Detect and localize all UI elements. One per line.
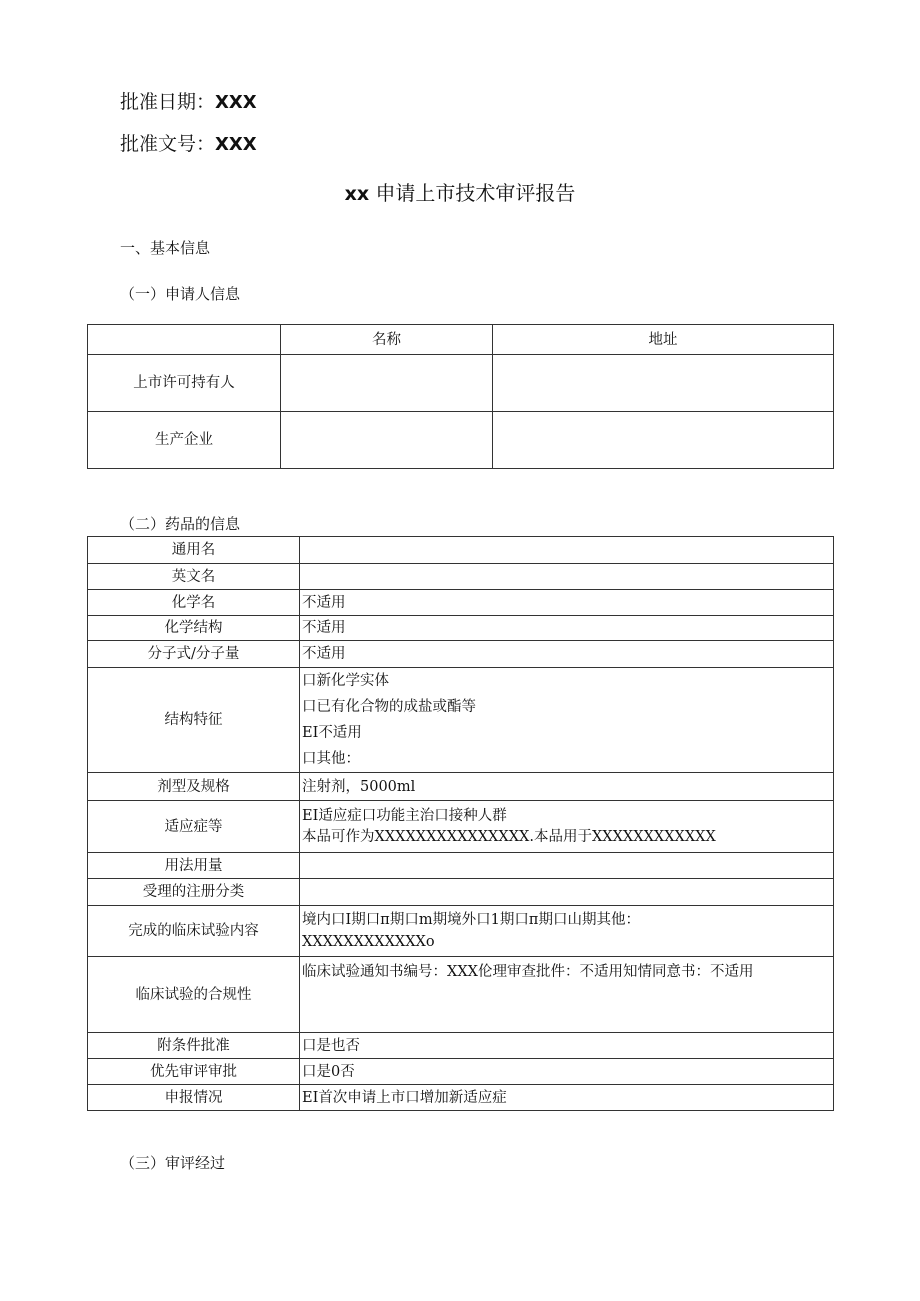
applicant-heading: （一）申请人信息 [120,285,241,303]
row-label-dosage-form: 剂型及规格 [88,773,300,801]
header-empty [88,325,281,355]
row-label-priority-review: 优先审评审批 [88,1059,300,1085]
table-row [88,773,834,801]
approval-number-label: 批准文号： [120,133,216,155]
row-label-chemical-structure: 化学结构 [88,616,300,641]
table-row [88,616,834,641]
row-label-clinical-trials: 完成的临床试验内容 [88,906,300,957]
drug-info-table [87,536,834,1111]
approval-number-value: XXX [215,134,257,155]
table-row [88,537,834,564]
structure-option-other: 口其他： [302,751,360,767]
drug-info-heading: （二）药品的信息 [120,515,241,533]
row-label-registration-class: 受理的注册分类 [88,879,300,906]
title-text: 申请上市技术审评报告 [375,181,576,205]
structure-option-new-entity: 口新化学实体 [302,673,389,689]
row-label-indications: 适应症等 [88,801,300,853]
holder-name-cell [281,355,493,412]
table-row [88,1033,834,1059]
row-label-manufacturer: 生产企业 [88,412,281,469]
header-address: 地址 [493,325,834,355]
document-title [0,180,920,207]
table-row [88,1059,834,1085]
table-row [88,853,834,879]
table-row [88,879,834,906]
row-value-generic-name [300,537,834,564]
row-label-conditional-approval: 附条件批准 [88,1033,300,1059]
row-label-structure-features: 结构特征 [88,668,300,773]
row-value-dosage-form: 注射剂，5000ml [300,773,834,801]
approval-date-label: 批准日期： [120,91,216,113]
indications-type: EI适应症口功能主治口接种人群 [302,807,507,824]
row-label-formula: 分子式/分子量 [88,641,300,668]
row-label-clinical-compliance: 临床试验的合规性 [88,957,300,1033]
holder-address-cell [493,355,834,412]
approval-date-value: XXX [215,92,257,113]
section-basic-info: 一、基本信息 [120,239,211,257]
row-value-priority-review: 口是0否 [300,1059,834,1085]
row-value-structure-features [300,668,834,773]
clinical-trial-other: XXXXXXXXXXXXo [302,934,435,950]
row-value-usage-dosage [300,853,834,879]
table-row [88,412,834,469]
row-label-english-name: 英文名 [88,564,300,590]
row-value-chemical-name: 不适用 [300,590,834,616]
row-value-registration-class [300,879,834,906]
structure-option-not-applicable: EI不适用 [302,725,362,741]
table-row [88,668,834,773]
applicant-table [87,324,834,469]
approval-number [120,132,257,157]
table-row [88,801,834,853]
row-label-application-status: 申报情况 [88,1085,300,1111]
table-header-row [88,325,834,355]
manufacturer-name-cell [281,412,493,469]
table-row [88,1085,834,1111]
row-value-english-name [300,564,834,590]
table-row [88,957,834,1033]
approval-date [120,90,257,115]
row-label-chemical-name: 化学名 [88,590,300,616]
manufacturer-address-cell [493,412,834,469]
row-value-clinical-trials [300,906,834,957]
row-label-generic-name: 通用名 [88,537,300,564]
clinical-trial-phases: 境内口I期口п期口m期境外口1期口п期口山期其他： [302,912,641,928]
row-label-holder: 上市许可持有人 [88,355,281,412]
table-row [88,590,834,616]
review-process-heading: （三）审评经过 [120,1154,226,1172]
row-value-chemical-structure: 不适用 [300,616,834,641]
row-value-application-status: EI首次申请上市口增加新适应症 [300,1085,834,1111]
row-value-formula: 不适用 [300,641,834,668]
row-value-indications [300,801,834,853]
table-row [88,641,834,668]
row-value-clinical-compliance: 临床试验通知书编号：XXX伦理审查批件：不适用知情同意书：不适用 [300,957,834,1033]
table-row [88,906,834,957]
header-name: 名称 [281,325,493,355]
structure-option-salt-ester: 口已有化合物的成盐或酯等 [302,699,476,715]
table-row [88,355,834,412]
row-label-usage-dosage: 用法用量 [88,853,300,879]
table-row [88,564,834,590]
title-prefix: xx [344,183,370,205]
row-value-conditional-approval: 口是也否 [300,1033,834,1059]
indications-text: 本品可作为XXXXXXXXXXXXXXX.本品用于XXXXXXXXXXXX [302,828,716,845]
